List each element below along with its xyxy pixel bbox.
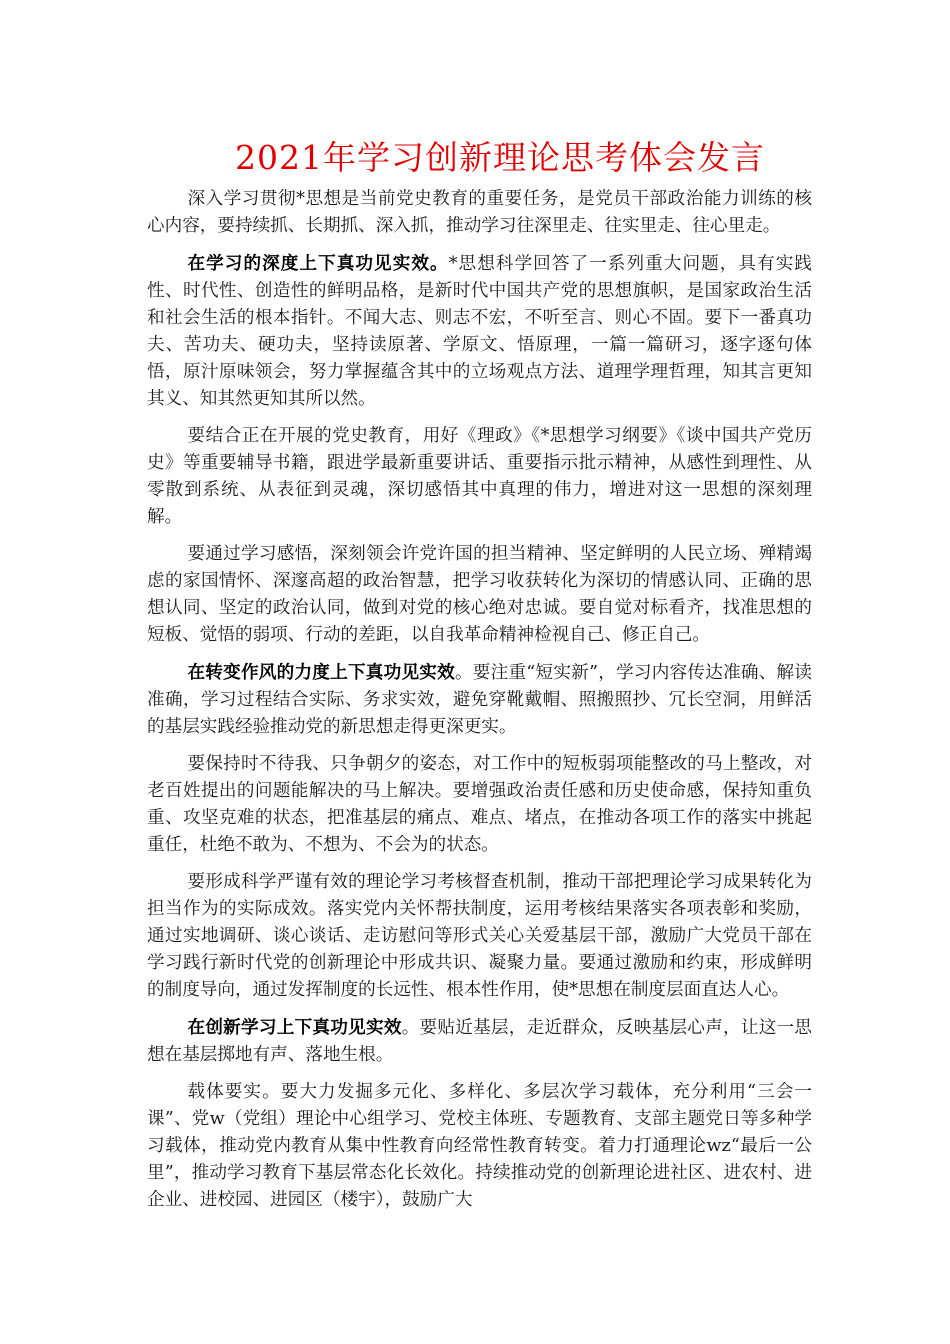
paragraph-style <box>147 659 812 741</box>
paragraph-text: 。要注重“短实新”，学习内容传达准确、解读准确，学习过程结合实际、务求实效，避免穿靴戴帽、照搬照抄、冗长空洞，用鲜活的基层实践经验推动党的新思想走得更深更实。 <box>147 663 812 737</box>
paragraph-text: 要通过学习感悟，深刻领会许党许国的担当精神、坚定鲜明的人民立场、殚精竭虑的家国情怀、深邃高超的政治智慧，把学习收获转化为深切的情感认同、正确的思想认同、坚定的政治认同，做到对党的核心绝对忠诚。要自觉对标看齐，找准思想的短板、觉悟的弱项、行动的差距，以自我革命精神检视自己、修正自己。 <box>147 544 812 645</box>
section-heading-innovation: 在创新学习上下真功见实效 <box>187 1017 402 1038</box>
document-body <box>147 186 812 1224</box>
paragraph-text: 要结合正在开展的党史教育，用好《理政》《*思想学习纲要》《谈中国共产党历史》等重要辅导书籍，跟进学最新重要讲话、重要指示批示精神，从感性到理性、从零散到系统、从表征到灵魂，深切感悟其中真理的伟力，增进对这一思想的深刻理解。 <box>147 426 812 527</box>
paragraph-text: 要保持时不待我、只争朝夕的姿态，对工作中的短板弱项能整改的马上整改，对老百姓提出的问题能解决的马上解决。要增强政治责任感和历史使命感，保持知重负重、攻坚克难的状态，把准基层的痛点、难点、堵点，在推动各项工作的落实中挑起重任，杜绝不敢为、不想为、不会为的状态。 <box>147 754 812 855</box>
paragraph-text: 。要贴近基层，走近群众，反映基层心声，让这一思想在基层掷地有声、落地生根。 <box>147 1018 812 1065</box>
paragraph-carriers <box>147 1079 812 1214</box>
paragraph-text: 深入学习贯彻*思想是当前党史教育的重要任务，是党员干部政治能力训练的核心内容，要持续抓、长期抓、深入抓，推动学习往深里走、往实里走、往心里走。 <box>147 189 812 236</box>
document-title: 2021年学习创新理论思考体会发言 <box>235 138 765 177</box>
paragraph-depth <box>147 250 812 413</box>
section-heading-style: 在转变作风的力度上下真功见实效 <box>187 662 455 683</box>
paragraph-text: 要形成科学严谨有效的理论学习考核督查机制，推动干部把理论学习成果转化为担当作为的实际成效。落实党内关怀帮扶制度，运用考核结果落实各项表彰和奖励，通过实地调研、谈心谈话、走访慰问等形式关心关爱基层干部，激励广大党员干部在学习践行新时代党的创新理论中形成共识、凝聚力量。要通过激励和约束，形成鲜明的制度导向，通过发挥制度的长远性、根本性作用，使*思想在制度层面直达人心。 <box>147 872 812 1000</box>
section-heading-depth: 在学习的深度上下真功见实效。 <box>187 253 449 274</box>
paragraph-understanding <box>147 541 812 649</box>
paragraph-innovation <box>147 1014 812 1069</box>
paragraph-mechanism <box>147 869 812 1004</box>
paragraph-party-history <box>147 423 812 531</box>
paragraph-intro <box>147 186 812 240</box>
paragraph-text: *思想科学回答了一系列重大问题，具有实践性、时代性、创造性的鲜明品格，是新时代中国共产党的思想旗帜，是国家政治生活和社会生活的根本指针。不闻大志、则志不宏，不听至言、则心不固。要下一番真功夫、苦功夫、硬功夫，坚持读原著、学原文、悟原理，一篇一篇研习，逐字逐句体悟，原汁原味领会，努力掌握蕴含其中的立场观点方法、道理学理哲理，知其言更知其义、知其然更知其所以然。 <box>147 254 812 409</box>
paragraph-text: 载体要实。要大力发掘多元化、多样化、多层次学习载体，充分利用“三会一课”、党w（党组）理论中心组学习、党校主体班、专题教育、支部主题党日等多种学习载体，推动党内教育从集中性教育向经常性教育转变。着力打通理论wz“最后一公里”，推动学习教育下基层常态化长效化。持续推动党的创新理论进社区、进农村、进企业、进校园、进园区（楼宇），鼓励广大 <box>147 1082 812 1210</box>
paragraph-attitude <box>147 751 812 859</box>
